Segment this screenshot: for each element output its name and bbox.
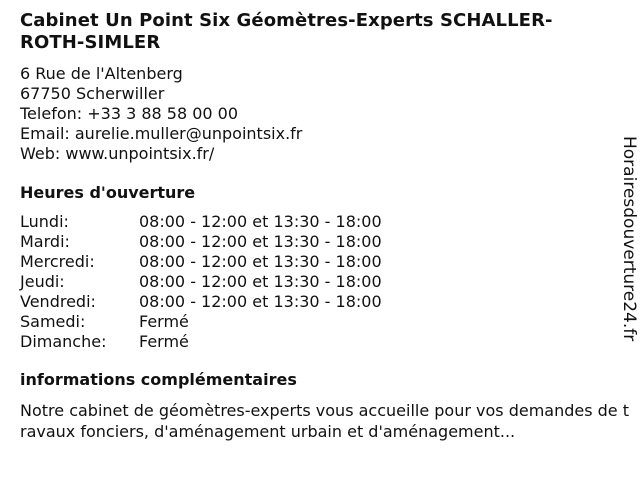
hours-time: 08:00 - 12:00 et 13:30 - 18:00 <box>139 292 382 311</box>
hours-row-saturday <box>20 312 616 332</box>
hours-row-monday <box>20 212 616 232</box>
business-name: Cabinet Un Point Six Géomètres-Experts SCHALLER-ROTH-SIMLER <box>20 10 553 53</box>
opening-hours-table <box>20 212 616 352</box>
hours-day: Mardi: <box>20 232 70 251</box>
hours-row-thursday <box>20 272 616 292</box>
additional-info-text: Notre cabinet de géomètres-experts vous accueille pour vos demandes de travaux fonciers, d'aménagement urbain et d'aménagement... <box>20 401 630 441</box>
hours-row-sunday <box>20 332 616 352</box>
web-line: Web: www.unpointsix.fr/ <box>20 144 215 163</box>
email-line: Email: aurelie.muller@unpointsix.fr <box>20 124 303 143</box>
hours-time: Fermé <box>139 332 189 351</box>
hours-day: Mercredi: <box>20 252 95 271</box>
hours-time: 08:00 - 12:00 et 13:30 - 18:00 <box>139 272 382 291</box>
phone-line: Telefon: +33 3 88 58 00 00 <box>20 104 239 123</box>
hours-day: Lundi: <box>20 212 69 231</box>
opening-hours-heading: Heures d'ouverture <box>20 183 196 202</box>
hours-time: 08:00 - 12:00 et 13:30 - 18:00 <box>139 232 382 251</box>
hours-time: 08:00 - 12:00 et 13:30 - 18:00 <box>139 252 382 271</box>
hours-row-tuesday <box>20 232 616 252</box>
additional-info-heading: informations complémentaires <box>20 370 297 389</box>
hours-row-friday <box>20 292 616 312</box>
hours-time: Fermé <box>139 312 189 331</box>
hours-time: 08:00 - 12:00 et 13:30 - 18:00 <box>139 212 382 231</box>
site-watermark: Horairesdouverture24.fr <box>619 136 639 342</box>
hours-day: Jeudi: <box>20 272 65 291</box>
city-postcode: 67750 Scherwiller <box>20 84 165 103</box>
hours-day: Vendredi: <box>20 292 96 311</box>
hours-row-wednesday <box>20 252 616 272</box>
hours-day: Samedi: <box>20 312 86 331</box>
street-address: 6 Rue de l'Altenberg <box>20 64 183 83</box>
address-block <box>20 64 616 164</box>
hours-day: Dimanche: <box>20 332 107 351</box>
